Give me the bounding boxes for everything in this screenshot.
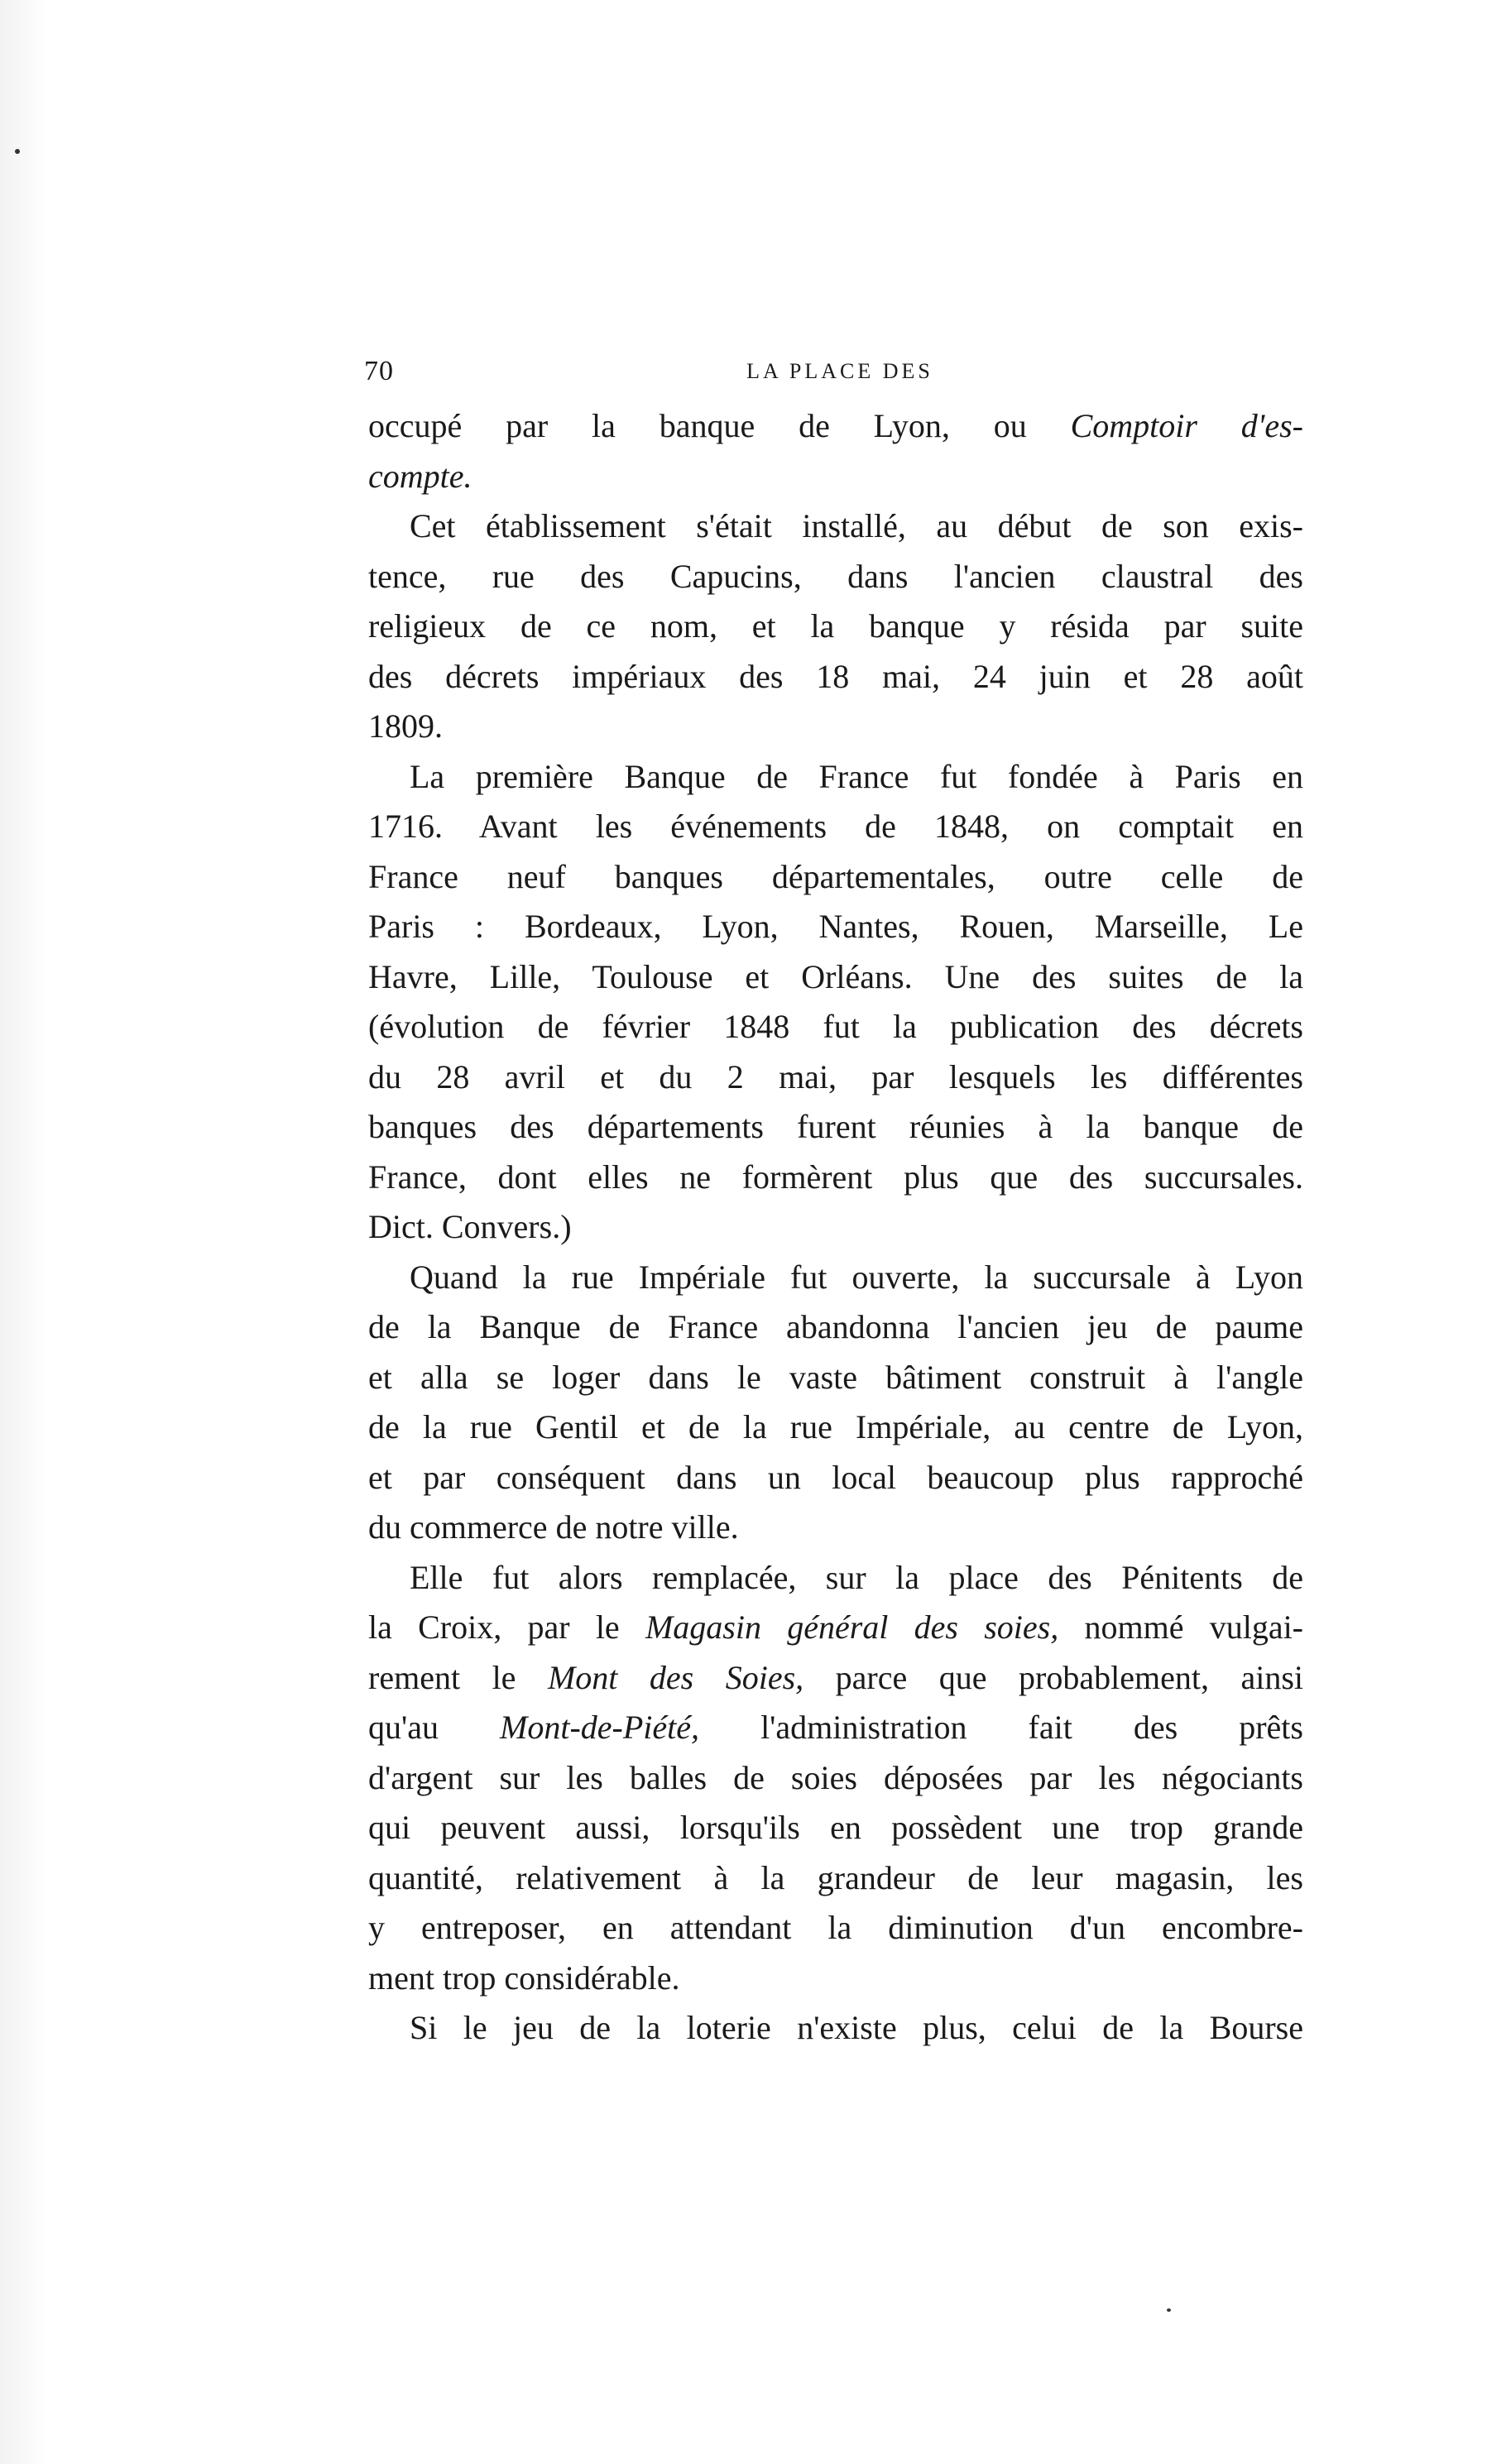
text-line <box>368 2003 1303 2054</box>
italic-run: compte. <box>368 457 472 495</box>
text-run: religieux de ce nom, et la banque y résida par suite <box>368 607 1303 645</box>
text-line <box>368 852 1303 903</box>
text-run: du commerce de notre ville. <box>368 1508 739 1546</box>
text-line <box>368 802 1303 852</box>
text-line <box>368 1953 1303 2004</box>
text-line <box>368 1202 1303 1253</box>
text-run: La première Banque de France fut fondée à Paris en <box>410 757 1303 795</box>
text-run: qui peuvent aussi, lorsqu'ils en possèdent une trop grande <box>368 1809 1303 1846</box>
text-run: du 28 avril et du 2 mai, par lesquels les différentes <box>368 1057 1303 1095</box>
text-line <box>368 1052 1303 1103</box>
text-line <box>368 1453 1303 1503</box>
italic-run: Mont-de-Piété, <box>500 1709 700 1746</box>
text-line <box>368 1503 1303 1553</box>
text-line <box>368 1302 1303 1353</box>
text-run: Dict. Convers.) <box>368 1208 572 1245</box>
text-line <box>368 702 1303 752</box>
text-line <box>368 1753 1303 1804</box>
text-run: Paris : Bordeaux, Lyon, Nantes, Rouen, Marseille, Le <box>368 908 1303 945</box>
text-run: Si le jeu de la loterie n'existe plus, celui de la Bourse <box>410 2009 1303 2046</box>
text-run: parce que probablement, ainsi <box>803 1658 1304 1696</box>
text-run: 1809. <box>368 707 443 745</box>
text-line <box>368 552 1303 602</box>
text-line <box>368 1903 1303 1953</box>
italic-run: Mont des Soies, <box>547 1658 804 1696</box>
paragraph <box>368 1553 1303 2004</box>
text-line <box>368 652 1303 702</box>
text-line <box>368 501 1303 552</box>
text-run: France, dont elles ne formèrent plus que des succursales. <box>368 1158 1303 1196</box>
text-run: Quand la rue Impériale fut ouverte, la succursale à Lyon <box>410 1258 1303 1296</box>
text-run: (évolution de février 1848 fut la publication des décrets <box>368 1008 1303 1045</box>
italic-run: Magasin général des soies, <box>645 1608 1059 1646</box>
text-line <box>368 1002 1303 1052</box>
paragraph <box>368 1253 1303 1553</box>
text-line <box>368 1253 1303 1303</box>
text-line <box>368 752 1303 803</box>
text-line <box>368 401 1303 452</box>
text-run: occupé par la banque de Lyon, ou <box>368 407 1071 444</box>
text-line <box>368 952 1303 1003</box>
paragraph <box>368 2003 1303 2054</box>
running-title: LA PLACE DES <box>746 359 933 383</box>
text-run: y entreposer, en attendant la diminution d'un encombre- <box>368 1909 1303 1946</box>
text-run: rement le <box>368 1658 548 1696</box>
paragraph <box>368 401 1303 501</box>
text-line <box>368 1853 1303 1904</box>
text-run: et par conséquent dans un local beaucoup plus rapproché <box>368 1458 1303 1496</box>
text-run: l'administration fait des prêts <box>699 1709 1303 1746</box>
text-run: de la Banque de France abandonna l'ancien jeu de paume <box>368 1308 1303 1345</box>
text-run: de la rue Gentil et de la rue Impériale, au centre de Lyon, <box>368 1408 1303 1445</box>
text-line <box>368 1102 1303 1153</box>
text-line <box>368 1703 1303 1753</box>
ink-speck <box>1167 2308 1171 2312</box>
text-line <box>368 1353 1303 1403</box>
text-line <box>368 1803 1303 1853</box>
text-run: et alla se loger dans le vaste bâtiment construit à l'angle <box>368 1358 1303 1396</box>
text-run: ment trop considérable. <box>368 1958 680 1997</box>
text-line <box>368 1402 1303 1453</box>
text-run: 1716. Avant les événements de 1848, on comptait en <box>368 808 1303 845</box>
body-text <box>368 401 1303 2054</box>
text-run: Havre, Lille, Toulouse et Orléans. Une des suites de la <box>368 957 1303 995</box>
text-line <box>368 452 1303 502</box>
text-line <box>368 602 1303 652</box>
page-edge-shadow <box>0 0 50 2464</box>
text-line <box>368 1653 1303 1704</box>
text-run: qu'au <box>368 1709 501 1746</box>
text-run: la Croix, par le <box>368 1608 645 1646</box>
ink-speck <box>15 149 20 154</box>
paragraph <box>368 752 1303 1253</box>
text-line <box>368 1603 1303 1653</box>
text-run: des décrets impériaux des 18 mai, 24 juin et 28 août <box>368 657 1303 695</box>
page-number: 70 <box>364 356 394 386</box>
text-run: Elle fut alors remplacée, sur la place des Pénitents de <box>410 1558 1303 1596</box>
italic-run: Comptoir d'es- <box>1070 407 1303 444</box>
text-run: quantité, relativement à la grandeur de leur magasin, les <box>368 1858 1303 1896</box>
running-head <box>364 356 1316 397</box>
text-run: tence, rue des Capucins, dans l'ancien claustral des <box>368 557 1303 595</box>
text-run: Cet établissement s'était installé, au début de son exis- <box>410 507 1303 544</box>
text-line <box>368 902 1303 952</box>
text-run: banques des départements furent réunies à la banque de <box>368 1108 1303 1145</box>
text-line <box>368 1553 1303 1604</box>
text-run: nommé vulgai- <box>1058 1608 1304 1646</box>
paragraph <box>368 501 1303 752</box>
text-line <box>368 1153 1303 1203</box>
text-run: France neuf banques départementales, outre celle de <box>368 857 1303 895</box>
text-run: d'argent sur les balles de soies déposées par les négociants <box>368 1758 1303 1796</box>
